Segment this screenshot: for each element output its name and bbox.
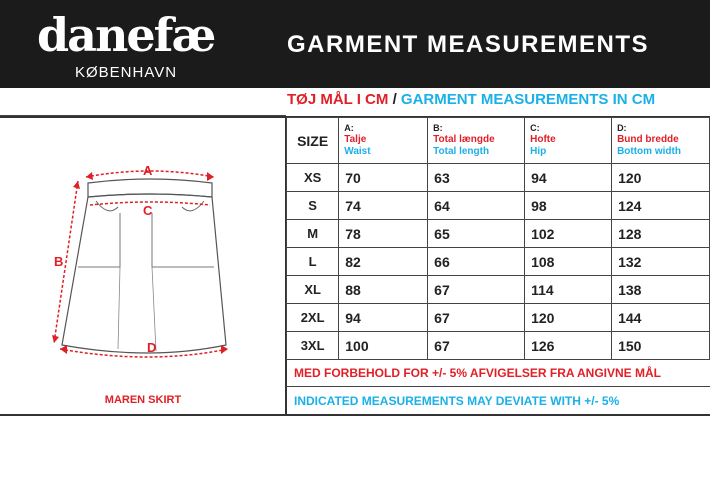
column-header-waist: [339, 118, 428, 164]
hip-value: 114: [525, 276, 612, 304]
column-code: D:: [617, 123, 627, 133]
label-a: A: [143, 163, 153, 178]
length-value: 67: [428, 276, 525, 304]
waist-value: 94: [339, 304, 428, 332]
disclaimer-danish: MED FORBEHOLD FOR +/- 5% AFVIGELSER FRA ANGIVNE MÅL: [294, 366, 662, 380]
column-code: A:: [344, 123, 354, 133]
skirt-diagram: [0, 117, 286, 415]
disclaimer-english: INDICATED MEASUREMENTS MAY DEVIATE WITH +/- 5%: [294, 394, 620, 408]
bottom-width-value: 128: [612, 220, 710, 248]
waist-value: 74: [339, 192, 428, 220]
column-code: C:: [530, 123, 540, 133]
column-label-danish: Bund bredde: [617, 134, 679, 145]
subtitle-danish: TØJ MÅL I CM: [287, 91, 389, 108]
column-label-english: Total length: [433, 146, 490, 157]
brand-logo: danefæ: [37, 8, 215, 62]
column-label-danish: Hofte: [530, 134, 556, 145]
length-value: 63: [428, 164, 525, 192]
label-b: B: [54, 254, 64, 269]
bottom-width-value: 124: [612, 192, 710, 220]
column-label-english: Bottom width: [617, 146, 681, 157]
waist-value: 78: [339, 220, 428, 248]
subtitle: [287, 91, 655, 108]
label-c: C: [143, 203, 153, 218]
column-label-danish: Talje: [344, 134, 367, 145]
hip-value: 102: [525, 220, 612, 248]
measurement-table: [286, 117, 710, 360]
hip-value: 126: [525, 332, 612, 360]
product-name: MAREN SKIRT: [104, 394, 182, 406]
length-value: 67: [428, 332, 525, 360]
waist-value: 70: [339, 164, 428, 192]
size-cell: M: [287, 220, 339, 248]
table-header-row: [287, 118, 710, 164]
bottom-width-value: 144: [612, 304, 710, 332]
size-header: SIZE: [287, 118, 339, 164]
hip-value: 108: [525, 248, 612, 276]
column-header-hip: [525, 118, 612, 164]
length-value: 64: [428, 192, 525, 220]
column-header-length: [428, 118, 525, 164]
table-row: [287, 332, 710, 360]
waist-value: 88: [339, 276, 428, 304]
label-d: D: [147, 340, 157, 355]
column-label-danish: Total længde: [433, 134, 495, 145]
table-row: [287, 164, 710, 192]
header-bar: [0, 0, 710, 88]
length-value: 66: [428, 248, 525, 276]
waist-value: 100: [339, 332, 428, 360]
size-cell: 3XL: [287, 332, 339, 360]
hip-value: 120: [525, 304, 612, 332]
subtitle-english: GARMENT MEASUREMENTS IN CM: [400, 91, 656, 108]
table-row: [287, 304, 710, 332]
table-row: [287, 276, 710, 304]
bottom-width-value: 150: [612, 332, 710, 360]
skirt-illustration: [0, 117, 286, 415]
diagram-rule: [0, 115, 286, 116]
waist-value: 82: [339, 248, 428, 276]
size-cell: XS: [287, 164, 339, 192]
column-label-english: Hip: [530, 146, 547, 157]
size-cell: XL: [287, 276, 339, 304]
hip-value: 94: [525, 164, 612, 192]
table-row: [287, 220, 710, 248]
column-code: B:: [433, 123, 443, 133]
bottom-width-value: 132: [612, 248, 710, 276]
bottom-width-value: 120: [612, 164, 710, 192]
column-header-bottom-width: [612, 118, 710, 164]
hip-value: 98: [525, 192, 612, 220]
bottom-width-value: 138: [612, 276, 710, 304]
size-cell: 2XL: [287, 304, 339, 332]
table-row: [287, 192, 710, 220]
subtitle-separator: /: [392, 91, 397, 108]
length-value: 67: [428, 304, 525, 332]
page-title: GARMENT MEASUREMENTS: [287, 31, 650, 58]
length-value: 65: [428, 220, 525, 248]
column-label-english: Waist: [344, 146, 371, 157]
size-cell: S: [287, 192, 339, 220]
size-cell: L: [287, 248, 339, 276]
table-row: [287, 248, 710, 276]
brand-subline: KØBENHAVN: [75, 64, 178, 81]
disclaimer-separator: [286, 386, 710, 387]
